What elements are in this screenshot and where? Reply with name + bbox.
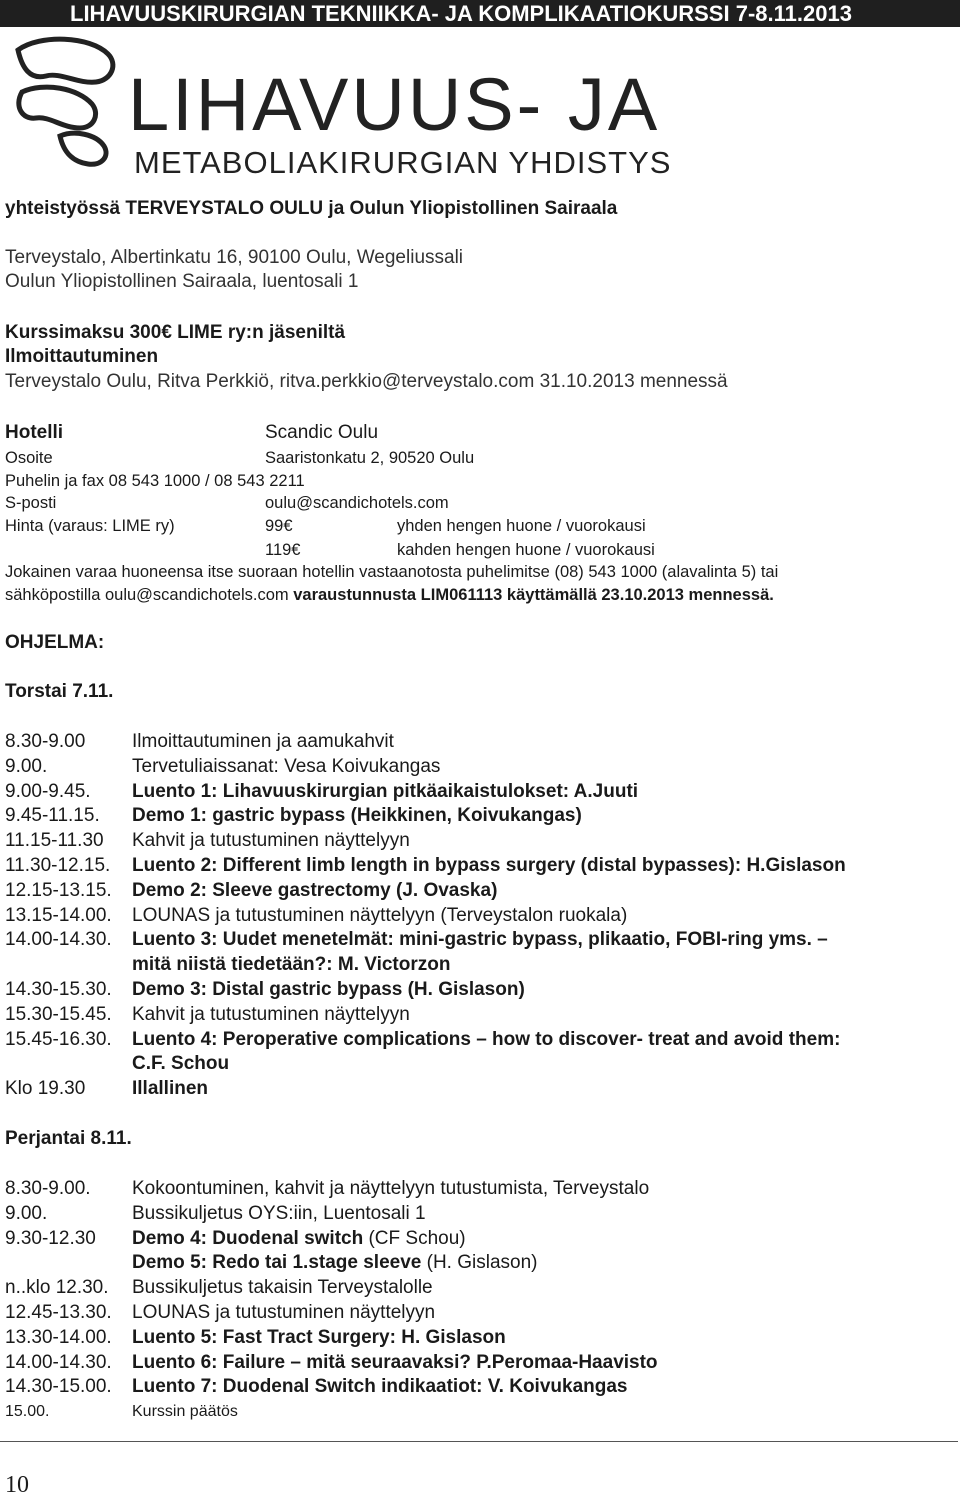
schedule-time: 12.45-13.30. — [5, 1302, 112, 1323]
footer-divider — [0, 1441, 958, 1442]
schedule-time: 12.15-13.15. — [5, 879, 112, 901]
schedule-item — [132, 1227, 466, 1251]
venue-line-1: Terveystalo, Albertinkatu 16, 90100 Oulu, Wegeliussali — [5, 247, 464, 268]
price-single: 99€ — [265, 517, 293, 535]
schedule-item — [132, 1202, 426, 1226]
schedule-time: 14.00-14.30. — [5, 929, 112, 951]
schedule-time: 9.30-12.30 — [5, 1227, 96, 1249]
schedule-text: Luento 1: Lihavuuskirurgian pitkäaikaistulokset: A.Juuti — [132, 780, 639, 802]
schedule-time: 9.45-11.15. — [5, 805, 100, 827]
schedule-time: 8.30-9.00 — [5, 731, 86, 752]
schedule-text: Bussikuljetus OYS:iin, Luentosali 1 — [132, 1202, 426, 1224]
schedule-time: n..klo 12.30. — [5, 1277, 109, 1299]
hotel-price-row-1 — [5, 514, 646, 538]
schedule-text: Demo 4: Duodenal switch — [132, 1227, 364, 1249]
price-label: Hinta (varaus: LIME ry) — [5, 517, 175, 535]
schedule-text: mitä niistä tiedetään?: M. Victorzon — [132, 954, 451, 976]
schedule-text: Demo 3: Distal gastric bypass (H. Gislason) — [132, 979, 525, 1000]
booking-email-text: sähköpostilla oulu@scandichotels.com — [5, 586, 294, 604]
schedule-text: Luento 3: Uudet menetelmät: mini-gastric bypass, plikaatio, FOBI-ring yms. – — [132, 929, 828, 951]
schedule-text: Demo 5: Redo tai 1.stage sleeve — [132, 1252, 422, 1274]
schedule-item — [132, 1326, 506, 1350]
price-single-desc: yhden hengen huone / vuorokausi — [397, 517, 646, 535]
schedule-item — [132, 879, 497, 903]
schedule-item — [132, 854, 846, 878]
schedule-time: 11.15-11.30 — [5, 830, 104, 852]
page-number: 10 — [5, 1472, 29, 1498]
schedule-item — [132, 730, 394, 754]
schedule-text: Demo 2: Sleeve gastrectomy (J. Ovaska) — [132, 879, 498, 901]
schedule-text: Kahvit ja tutustuminen näyttelyyn — [132, 830, 410, 852]
cooperation-heading: yhteistyössä TERVEYSTALO OULU ja Oulun Yliopistollinen Sairaala — [5, 198, 618, 219]
schedule-time: 15.30-15.45. — [5, 1003, 112, 1025]
schedule-text: Kahvit ja tutustuminen näyttelyyn — [132, 1003, 410, 1025]
schedule-text: Luento 2: Different limb length in bypass surgery (distal bypasses): H.Gislason — [132, 855, 846, 876]
day2-title: Perjantai 8.11. — [5, 1128, 132, 1149]
schedule-item — [132, 780, 638, 804]
schedule-text: Demo 1: gastric bypass (Heikkinen, Koivukangas) — [132, 805, 582, 827]
schedule-text: LOUNAS ja tutustuminen näyttelyyn (Terveystalon ruokala) — [132, 904, 628, 926]
course-fee: Kurssimaksu 300€ LIME ry:n jäseniltä — [5, 322, 346, 343]
schedule-item — [132, 1400, 238, 1424]
registration-text: Terveystalo Oulu, Ritva Perkkiö, ritva.perkkio@terveystalo.com 31.10.2013 mennessä — [5, 371, 728, 392]
schedule-time: 15.45-16.30. — [5, 1028, 112, 1050]
schedule-time: 15.00. — [5, 1403, 50, 1421]
schedule-item — [132, 804, 582, 828]
schedule-time: 11.30-12.15. — [5, 855, 111, 876]
schedule-time: 14.30-15.30. — [5, 979, 112, 1000]
booking-text-2 — [5, 583, 774, 607]
hotel-row — [5, 421, 379, 445]
schedule-text-extra: (H. Gislason) — [421, 1252, 538, 1274]
schedule-text: LOUNAS ja tutustuminen näyttelyyn — [132, 1302, 436, 1323]
program-title: OHJELMA: — [5, 632, 105, 653]
schedule-item — [132, 755, 440, 779]
hotel-address: Saaristonkatu 2, 90520 Oulu — [265, 449, 475, 467]
hotel-name: Scandic Oulu — [265, 422, 379, 443]
schedule-text: Luento 5: Fast Tract Surgery: H. Gislason — [132, 1326, 506, 1348]
registration-title: Ilmoittautuminen — [5, 346, 159, 367]
hotel-address-row — [5, 446, 475, 470]
day1-title: Torstai 7.11. — [5, 681, 114, 702]
schedule-item — [132, 1052, 229, 1076]
schedule-text: Kokoontuminen, kahvit ja näyttelyyn tutustumista, Terveystalo — [132, 1178, 650, 1199]
schedule-item — [132, 1375, 627, 1399]
hotel-email: oulu@scandichotels.com — [265, 494, 449, 512]
hotel-email-row — [5, 491, 449, 515]
schedule-item — [132, 1177, 649, 1201]
hotel-label: Hotelli — [5, 422, 64, 443]
schedule-time: 14.00-14.30. — [5, 1351, 112, 1373]
schedule-item — [132, 1251, 537, 1275]
booking-code-text: varaustunnusta LIM061113 käyttämällä 23.10.2013 mennessä. — [293, 586, 774, 604]
logo-title: LIHAVUUS- JA — [128, 63, 661, 146]
schedule-text: Kurssin päätös — [132, 1403, 238, 1421]
schedule-text: Ilmoittautuminen ja aamukahvit — [132, 731, 394, 752]
schedule-text: Bussikuljetus takaisin Terveystalolle — [132, 1277, 433, 1299]
schedule-time: 8.30-9.00. — [5, 1178, 91, 1199]
schedule-text: C.F. Schou — [132, 1053, 230, 1075]
schedule-time: 13.15-14.00. — [5, 904, 112, 926]
schedule-time: 9.00-9.45. — [5, 780, 91, 802]
schedule-text: Illallinen — [132, 1078, 209, 1100]
logo-emblem-icon — [0, 32, 130, 172]
course-header: LIHAVUUSKIRURGIAN TEKNIIKKA- JA KOMPLIKAATIOKURSSI 7-8.11.2013 — [0, 0, 960, 27]
schedule-item — [132, 1276, 433, 1300]
schedule-time: 9.00. — [5, 755, 48, 777]
schedule-item — [132, 928, 828, 952]
price-double-desc: kahden hengen huone / vuorokausi — [397, 541, 655, 559]
schedule-text: Luento 6: Failure – mitä seuraavaksi? P.Peromaa-Haavisto — [132, 1351, 658, 1373]
address-label: Osoite — [5, 449, 53, 467]
schedule-item — [132, 1351, 658, 1375]
email-label: S-posti — [5, 494, 57, 512]
schedule-item — [132, 953, 450, 977]
schedule-time: Klo 19.30 — [5, 1078, 86, 1100]
schedule-text: Luento 4: Peroperative complications – how to discover- treat and avoid them: — [132, 1028, 841, 1050]
schedule-item — [132, 1028, 840, 1052]
schedule-item — [132, 1077, 208, 1101]
schedule-time: 9.00. — [5, 1202, 48, 1224]
logo-subtitle: METABOLIAKIRURGIAN YHDISTYS — [134, 145, 672, 180]
association-logo — [0, 32, 700, 180]
schedule-text: Luento 7: Duodenal Switch indikaatiot: V. Koivukangas — [132, 1376, 628, 1398]
booking-text-1: Jokainen varaa huoneensa itse suoraan hotellin vastaanotosta puhelimitse (08) 543 1000 (alavalinta 5) tai — [5, 563, 779, 581]
schedule-item — [132, 904, 627, 928]
price-double: 119€ — [265, 541, 301, 559]
schedule-item — [132, 1301, 435, 1325]
hotel-phone: Puhelin ja fax 08 543 1000 / 08 543 2211 — [5, 472, 305, 490]
schedule-time: 13.30-14.00. — [5, 1326, 112, 1348]
schedule-item — [132, 829, 410, 853]
schedule-time: 14.30-15.00. — [5, 1376, 112, 1398]
venue-line-2: Oulun Yliopistollinen Sairaala, luentosali 1 — [5, 271, 359, 292]
schedule-item — [132, 1003, 410, 1027]
schedule-text: Tervetuliaissanat: Vesa Koivukangas — [132, 755, 441, 777]
schedule-item — [132, 978, 525, 1002]
schedule-text-extra: (CF Schou) — [363, 1227, 466, 1249]
